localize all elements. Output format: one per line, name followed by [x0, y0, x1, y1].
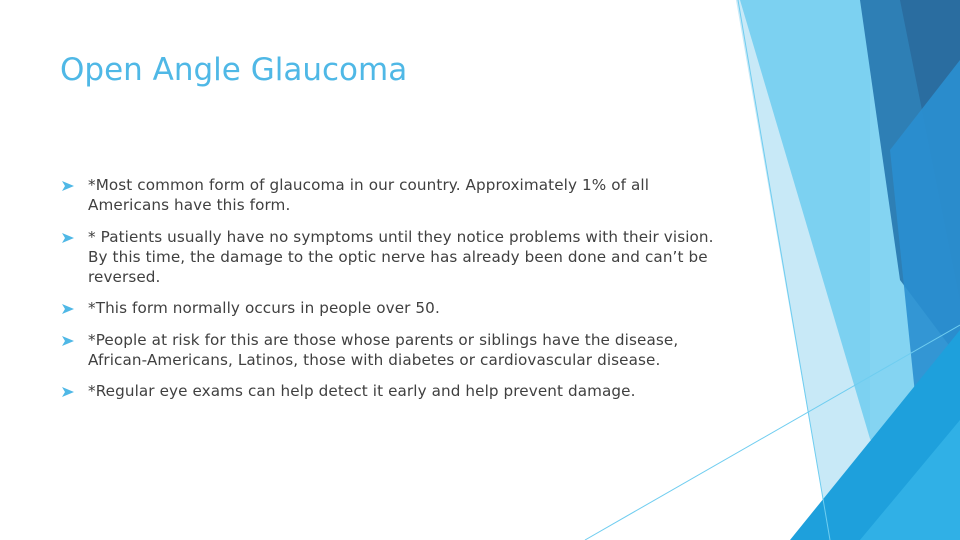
bullet-item	[62, 175, 732, 215]
bullet-item	[62, 227, 732, 287]
bullet-item	[62, 330, 732, 370]
triangle-arrow-icon	[62, 233, 74, 243]
bullet-text: *This form normally occurs in people over 50.	[88, 299, 440, 317]
bullet-text: *Most common form of glaucoma in our country. Approximately 1% of all Americans have this form.	[88, 176, 650, 214]
slide-title: Open Angle Glaucoma	[60, 52, 408, 88]
bullet-text: *People at risk for this are those whose parents or siblings have the disease, African-Americans, Latinos, those with diabetes or cardiovascular disease.	[88, 330, 679, 369]
bullet-text: *Regular eye exams can help detect it early and help prevent damage.	[88, 382, 636, 400]
triangle-arrow-icon	[62, 336, 74, 346]
triangle-arrow-icon	[62, 304, 74, 314]
bullet-item	[62, 298, 732, 318]
triangle-arrow-icon	[62, 387, 74, 397]
triangle-arrow-icon	[62, 181, 74, 191]
bullet-text: * Patients usually have no symptoms until they notice problems with their vision. By this time, the damage to the optic nerve has already been done and can’t be reversed.	[88, 227, 714, 286]
bullet-list	[62, 175, 732, 413]
bullet-item	[62, 381, 732, 401]
